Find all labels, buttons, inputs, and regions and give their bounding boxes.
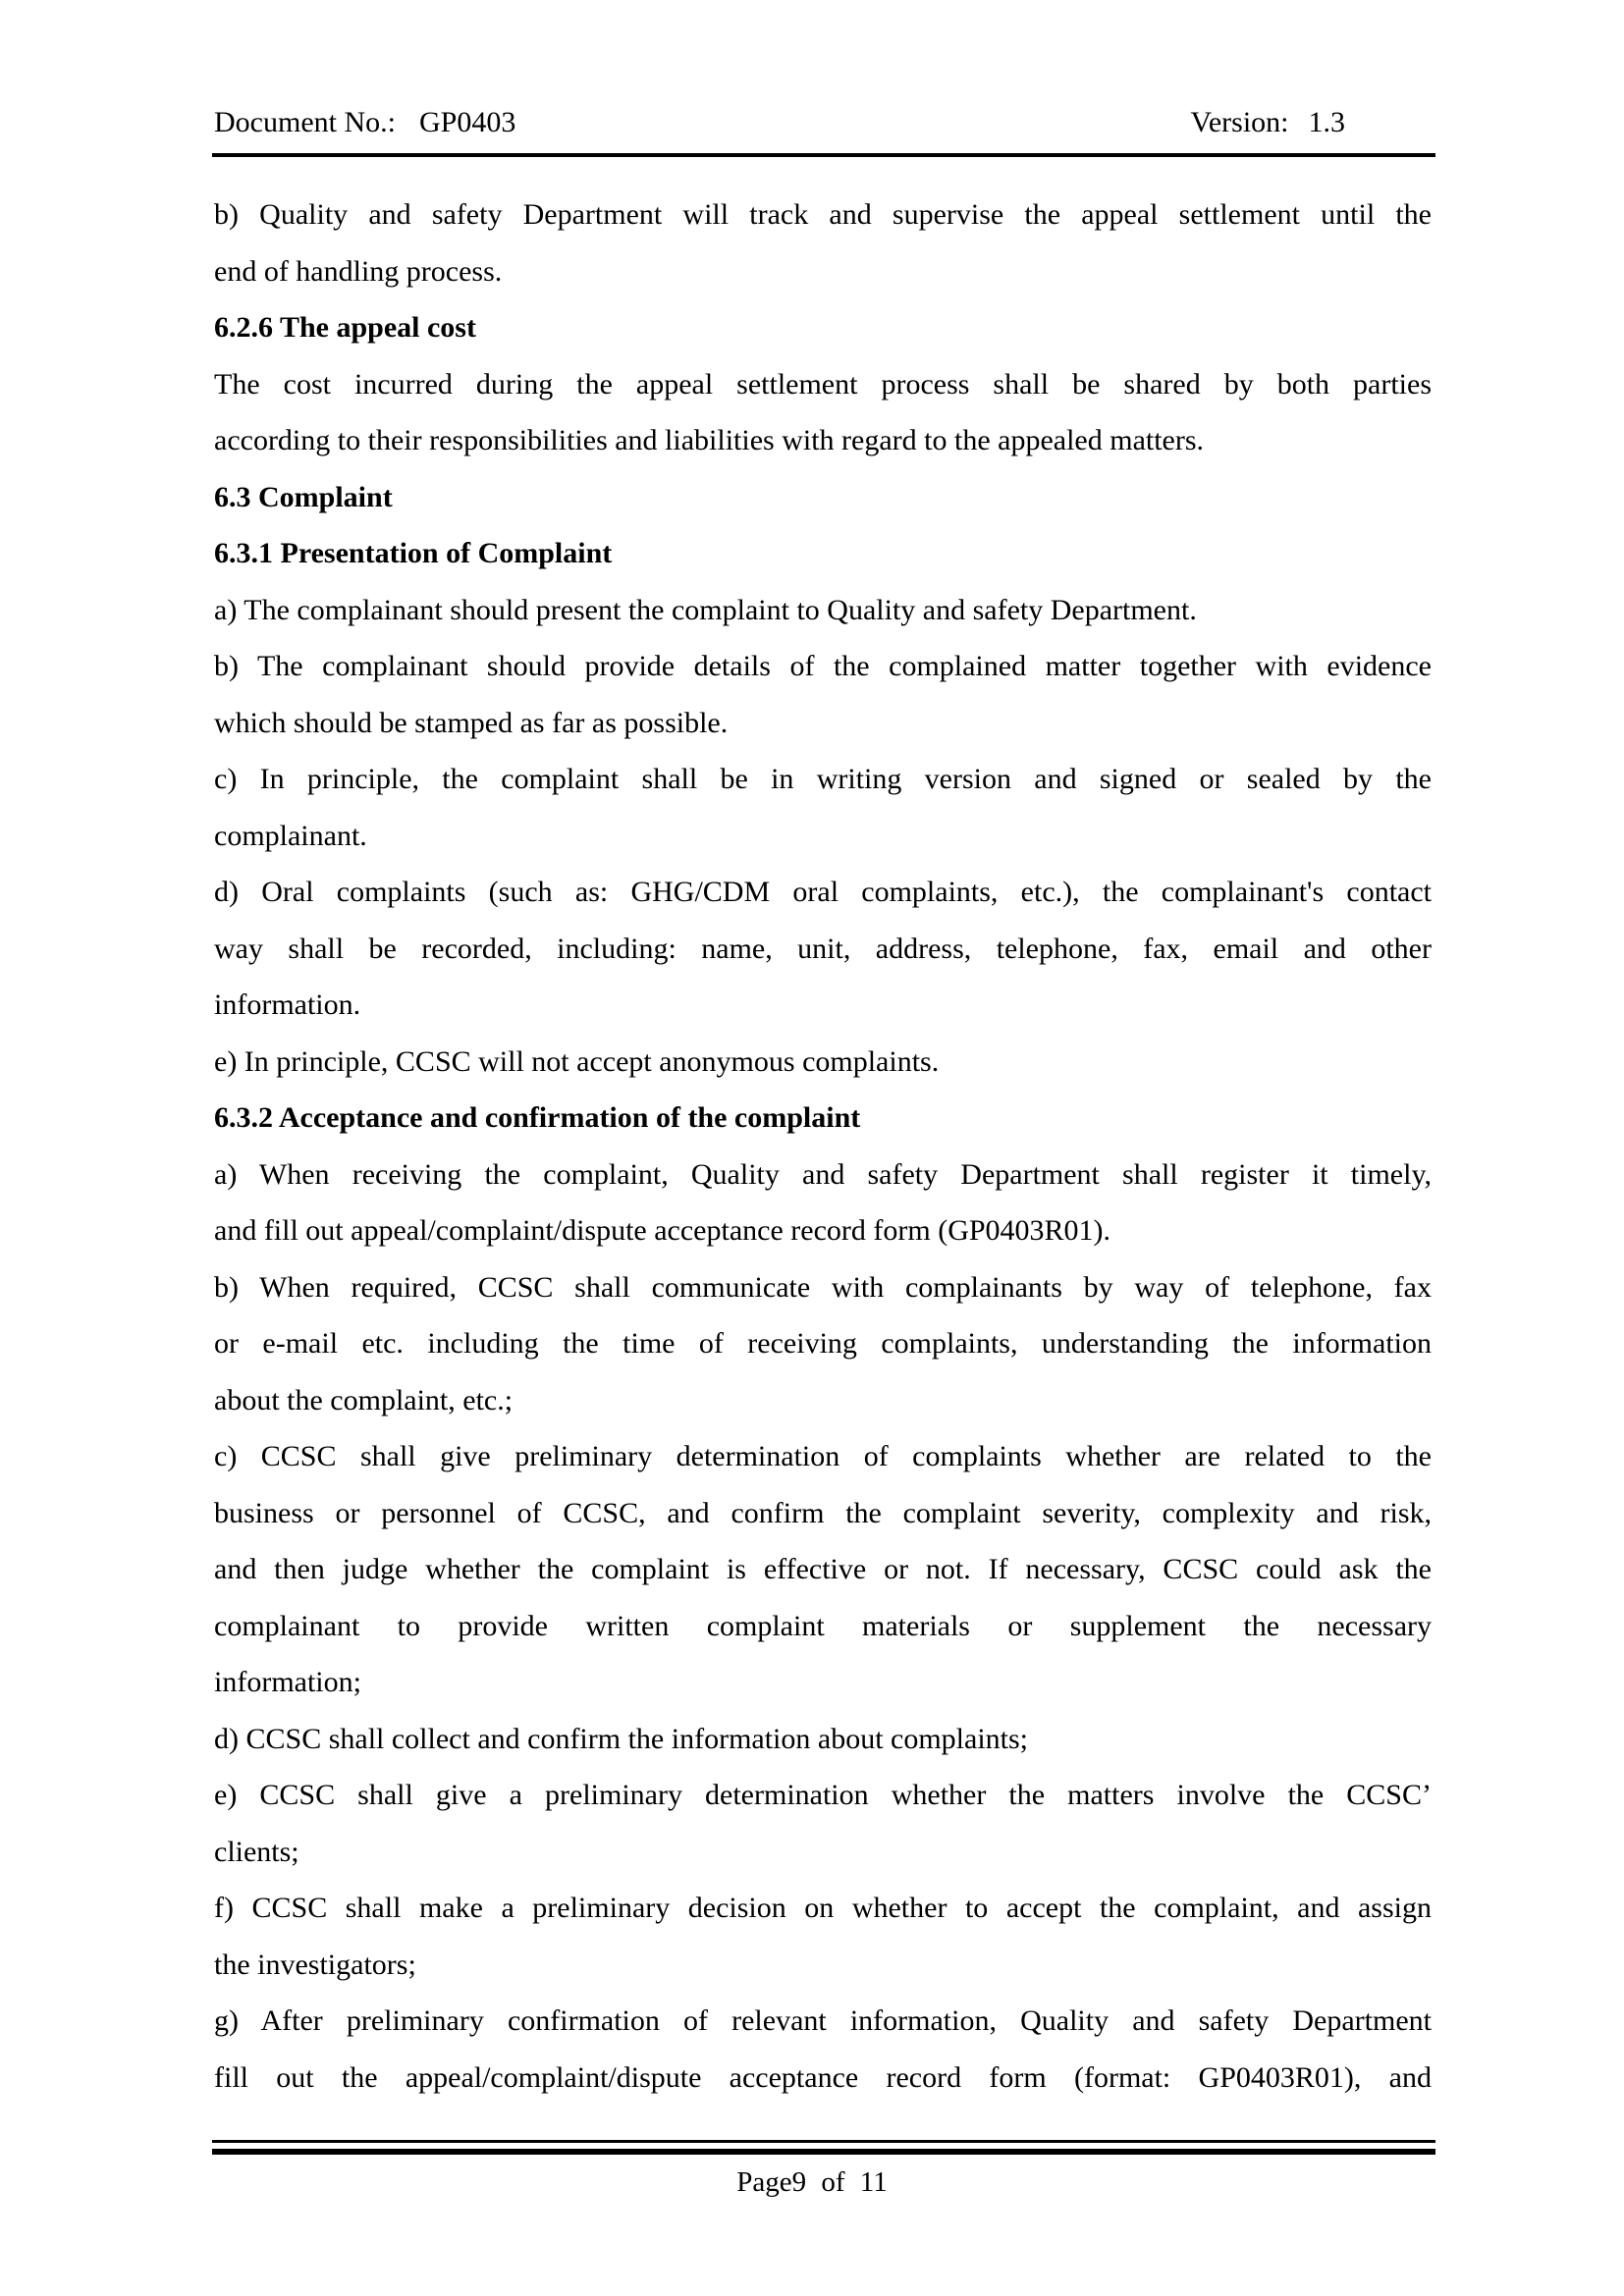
paragraph-line: about the complaint, etc.; — [214, 1383, 514, 1416]
paragraph-line: and then judge whether the complaint is effective or not. If necessary, CCSC could ask the — [214, 1553, 1432, 1585]
paragraph-line: d) Oral complaints (such as: GHG/CDM oral complaints, etc.), the complainant's contact — [214, 876, 1432, 908]
paragraph-line: complainant to provide written complaint materials or supplement the necessary — [214, 1609, 1432, 1642]
paragraph-line: clients; — [214, 1835, 299, 1868]
paragraph-line: e) CCSC shall give a preliminary determination whether the matters involve the CCSC’ — [214, 1779, 1432, 1811]
version-value: 1.3 — [1308, 106, 1345, 138]
document-number — [214, 94, 515, 150]
document-number-label: Document No.: — [214, 106, 396, 138]
section-heading: 6.3.1 Presentation of Complaint — [214, 537, 613, 569]
paragraph-line: according to their responsibilities and liabilities with regard to the appealed matters. — [214, 424, 1205, 456]
section-heading: 6.2.6 The appeal cost — [214, 311, 476, 344]
page-number: Page9 of 11 — [736, 2166, 888, 2198]
version — [1191, 94, 1346, 150]
paragraph-line: g) After preliminary confirmation of relevant information, Quality and safety Department — [214, 2004, 1432, 2037]
paragraph-line: a) When receiving the complaint, Quality and safety Department shall register it timely, — [214, 1157, 1432, 1191]
paragraph-line: the investigators; — [214, 1948, 416, 1981]
section-heading: 6.3 Complaint — [214, 480, 393, 513]
document-body — [214, 187, 1432, 2106]
version-label: Version: — [1190, 106, 1289, 138]
paragraph-line: or e-mail etc. including the time of receiving complaints, understanding the information — [214, 1327, 1432, 1360]
paragraph-line: f) CCSC shall make a preliminary decision on whether to accept the complaint, and assign — [214, 1892, 1432, 1924]
paragraph-line: information. — [214, 988, 361, 1021]
paragraph-line: fill out the appeal/complaint/dispute acceptance record form (format: GP0403R01), and — [214, 2060, 1432, 2094]
paragraph-line: The cost incurred during the appeal settlement process shall be shared by both parties — [214, 367, 1432, 400]
paragraph-line: business or personnel of CCSC, and confirm the complaint severity, complexity and risk, — [214, 1496, 1432, 1529]
document-number-value: GP0403 — [418, 106, 516, 138]
paragraph-line: end of handling process. — [214, 254, 503, 288]
paragraph-line: e) In principle, CCSC will not accept anonymous complaints. — [214, 1044, 940, 1078]
paragraph-line: b) The complainant should provide details of the complained matter together with evidence — [214, 650, 1432, 682]
paragraph-line: b) Quality and safety Department will track and supervise the appeal settlement until the — [214, 198, 1432, 231]
paragraph-line: a) The complainant should present the complaint to Quality and safety Department. — [214, 593, 1197, 626]
footer-divider — [212, 2140, 1435, 2155]
paragraph-line: way shall be recorded, including: name, unit, address, telephone, fax, email and other — [214, 932, 1432, 965]
paragraph-line: d) CCSC shall collect and confirm the information about complaints; — [214, 1722, 1029, 1755]
page-header — [214, 94, 1432, 150]
paragraph-line: c) In principle, the complaint shall be in writing version and signed or sealed by the — [214, 763, 1432, 795]
paragraph-line: information; — [214, 1666, 361, 1698]
paragraph-line: complainant. — [214, 819, 367, 852]
paragraph-line: and fill out appeal/complaint/dispute acceptance record form (GP0403R01). — [214, 1214, 1111, 1247]
paragraph-line: c) CCSC shall give preliminary determination of complaints whether are related to the — [214, 1440, 1432, 1472]
page-footer — [0, 2158, 1624, 2207]
header-divider — [212, 153, 1435, 157]
section-heading: 6.3.2 Acceptance and confirmation of the complaint — [214, 1101, 861, 1134]
paragraph-line: which should be stamped as far as possible. — [214, 706, 729, 739]
paragraph-line: b) When required, CCSC shall communicate with complainants by way of telephone, fax — [214, 1270, 1432, 1304]
